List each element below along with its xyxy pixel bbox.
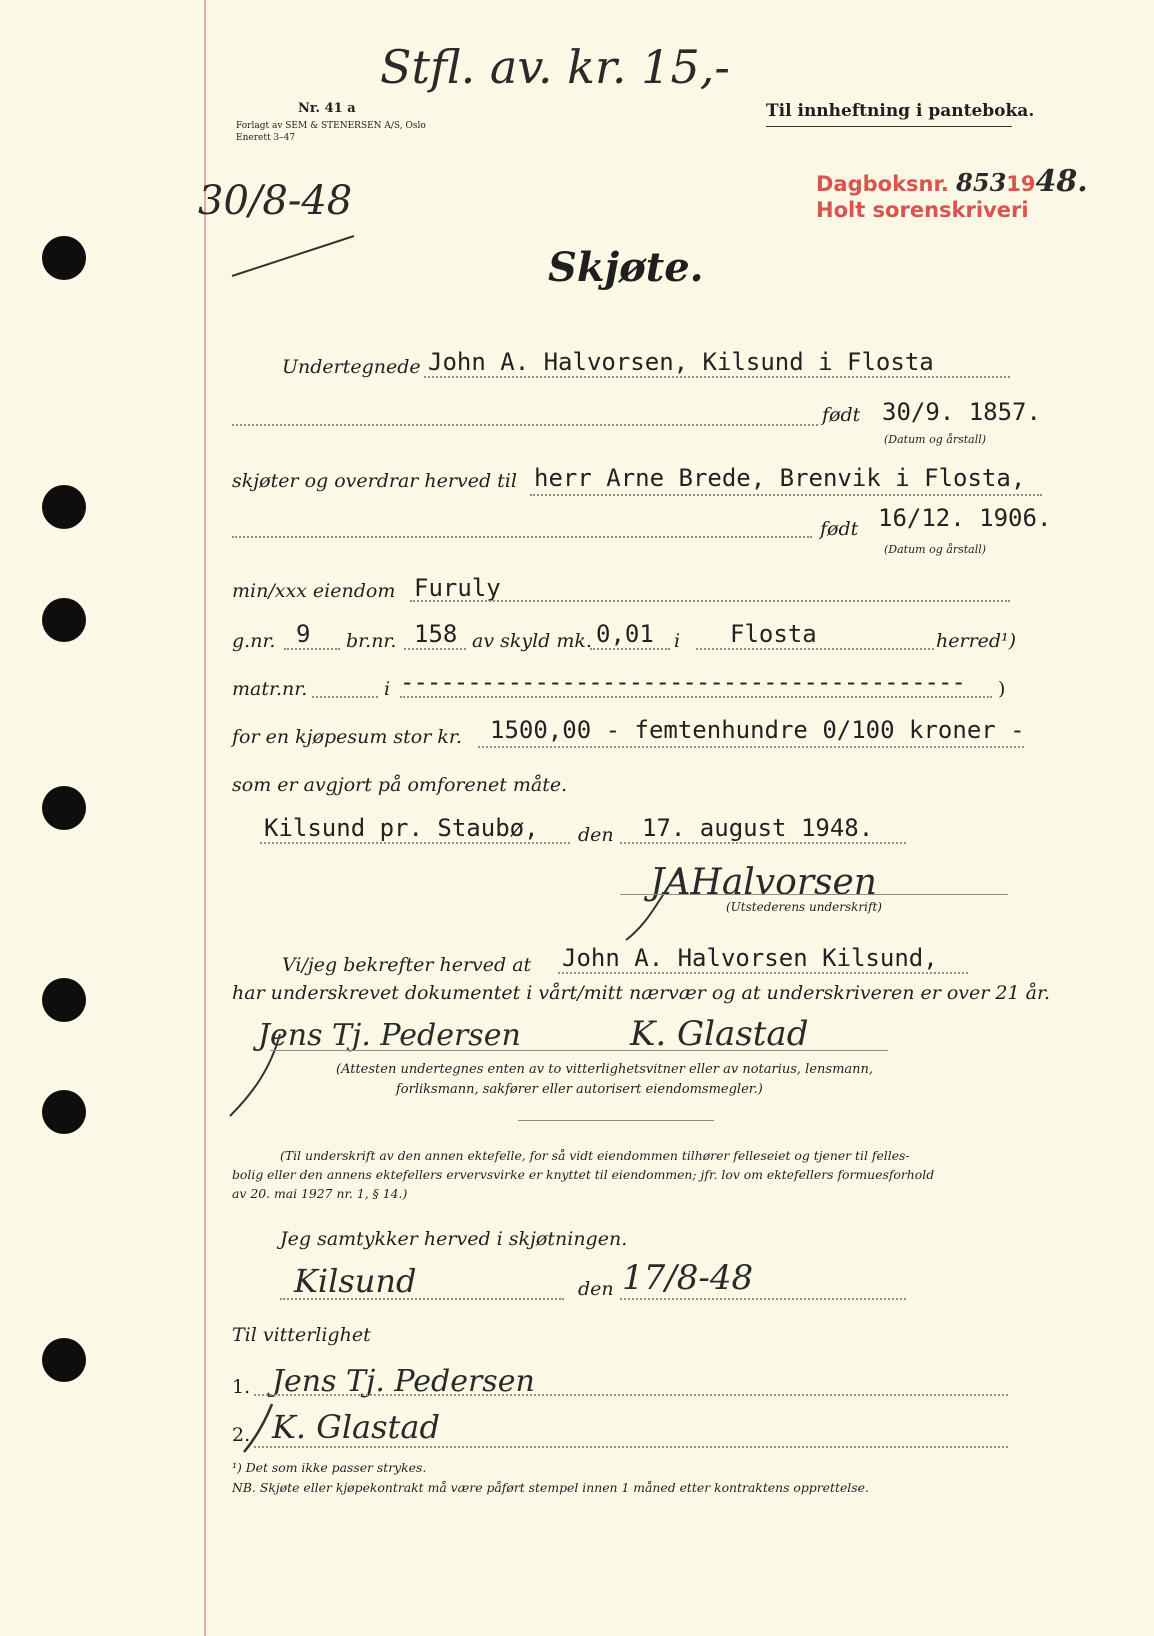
matr-value: ------------------------------------------ (400, 668, 965, 696)
price-label: for en kjøpesum stor kr. (232, 726, 462, 748)
herred-value: Flosta (730, 620, 817, 648)
punch-hole (42, 1090, 86, 1134)
grantor-label: Undertegnede (282, 356, 421, 378)
witness-signature-2: K. Glastad (630, 1014, 809, 1054)
fill-line (620, 1298, 906, 1300)
signature-stroke (620, 866, 700, 946)
consent-place: Kilsund (294, 1262, 417, 1300)
grantor-signature: JAHalvorsen (650, 862, 877, 903)
witness-number: 2. (232, 1424, 251, 1446)
fill-line (280, 1298, 564, 1300)
gnr-label: g.nr. (232, 630, 276, 652)
fill-line (232, 424, 818, 426)
signature-caption: (Utstederens underskrift) (726, 900, 882, 914)
witness-line (270, 1050, 888, 1051)
bnr-label: br.nr. (346, 630, 397, 652)
signature-stroke (224, 1030, 294, 1120)
fill-line (590, 648, 670, 650)
witness-name-2: K. Glastad (272, 1408, 440, 1446)
witness-name-1: Jens Tj. Pedersen (272, 1364, 535, 1399)
fill-line (478, 746, 1024, 748)
separator-line (518, 1120, 714, 1121)
punch-hole (42, 598, 86, 642)
stamp-prefix: Dagboksnr. (816, 172, 949, 196)
consent-text: Jeg samtykker herved i skjøtningen. (280, 1228, 628, 1250)
attest-statement: har underskrevet dokumentet i vårt/mitt nærvær og at underskriveren er over 21 år. (232, 982, 1050, 1004)
grantee-label: skjøter og overdrar herved til (232, 470, 517, 492)
attest-value: John A. Halvorsen Kilsund, (562, 944, 938, 972)
matr-close: ) (998, 678, 1006, 700)
punch-hole (42, 1338, 86, 1382)
witness-signature-1: Jens Tj. Pedersen (258, 1018, 521, 1053)
spouse-note: (Til underskrift av den annen ektefelle, for så vidt eiendommen tilhører felleseiet og tjener til felles- (280, 1148, 910, 1163)
fill-line (620, 842, 906, 844)
fill-line (410, 600, 1010, 602)
fill-line (530, 494, 1042, 496)
attest-note: (Attesten undertegnes enten av to vitterlighetsvitner eller av notarius, lensmann, (336, 1062, 874, 1077)
registry-stamp (816, 164, 1088, 199)
footnote: NB. Skjøte eller kjøpekontrakt må være påført stempel innen 1 måned etter kontraktens opprettelse. (232, 1480, 869, 1495)
red-margin-line (204, 0, 206, 1636)
publisher-line: Enerett 3–47 (236, 133, 296, 143)
property-label: min/xxx eiendom (232, 580, 396, 602)
grantee-born-value: 16/12. 1906. (878, 504, 1052, 532)
grantee-value: herr Arne Brede, Brenvik i Flosta, (534, 464, 1026, 492)
grantor-born-value: 30/9. 1857. (882, 398, 1041, 426)
footnote: ¹) Det som ikke passer strykes. (232, 1460, 427, 1475)
date-hint: (Datum og årstall) (884, 433, 987, 446)
punch-hole (42, 236, 86, 280)
spouse-note: bolig eller den annens ektefellers ervervsvirke er knyttet til eiendommen; jfr. lov om ektefellers formuesforhold (232, 1167, 935, 1182)
matr-label: matr.nr. (232, 678, 308, 700)
grantee-born-label: født (820, 518, 859, 540)
matr-in-label: i (384, 678, 391, 700)
punch-hole (42, 786, 86, 830)
date-hint: (Datum og årstall) (884, 543, 987, 556)
stamp-office: Holt sorenskriveri (816, 198, 1029, 222)
stamp-year-hand: 48. (1035, 164, 1088, 199)
place-value: Kilsund pr. Staubø, (264, 814, 539, 842)
fill-line (284, 648, 340, 650)
den-label: den (578, 824, 614, 846)
fill-line (404, 648, 466, 650)
fill-line (696, 648, 934, 650)
fill-line (312, 696, 378, 698)
fill-line (424, 376, 1010, 378)
punch-hole (42, 485, 86, 529)
attest-note: forliksmann, sakfører eller autorisert eiendomsmegler.) (396, 1082, 763, 1097)
fill-line (400, 696, 992, 698)
spouse-note: av 20. mai 1927 nr. 1, § 14.) (232, 1186, 408, 1201)
skyld-label: av skyld mk. (472, 630, 592, 652)
form-number: Nr. 41 a (298, 101, 356, 116)
date-value: 17. august 1948. (642, 814, 874, 842)
consent-date: 17/8-48 (622, 1258, 754, 1298)
grantor-value: John A. Halvorsen, Kilsund i Flosta (428, 348, 934, 376)
stamp-number: 853 (956, 168, 1007, 197)
handwritten-date-note: 30/8-48 (198, 178, 353, 224)
fill-line (254, 1446, 1008, 1448)
fill-line (232, 536, 812, 538)
fill-line (558, 972, 968, 974)
handwritten-fee-note: Stfl. av. kr. 15,- (380, 40, 730, 94)
signature-line (620, 894, 1008, 895)
pen-stroke (228, 230, 358, 282)
punch-hole (42, 978, 86, 1022)
property-name: Furuly (414, 574, 501, 602)
price-value: 1500,00 - femtenhundre 0/100 kroner - (490, 716, 1025, 744)
filing-instruction: Til innheftning i panteboka. (766, 101, 1035, 121)
skyld-value: 0,01 (596, 620, 654, 648)
in-label: i (674, 630, 681, 652)
instruction-underline (766, 126, 1012, 127)
witness-number: 1. (232, 1376, 251, 1398)
stamp-year: 19 (1006, 172, 1036, 196)
attest-label: Vi/jeg bekrefter herved at (282, 954, 532, 976)
fill-line (254, 1394, 1008, 1396)
document-title: Skjøte. (548, 244, 704, 291)
price-settled: som er avgjort på omforenet måte. (232, 774, 568, 796)
gnr-value: 9 (296, 620, 311, 648)
bnr-value: 158 (414, 620, 458, 648)
grantor-born-label: født (822, 404, 861, 426)
witness-section-label: Til vitterlighet (232, 1324, 371, 1346)
fill-line (260, 842, 570, 844)
consent-den: den (578, 1278, 614, 1300)
herred-label: herred¹) (936, 630, 1017, 652)
publisher-line: Forlagt av SEM & STENERSEN A/S, Oslo (236, 121, 426, 131)
